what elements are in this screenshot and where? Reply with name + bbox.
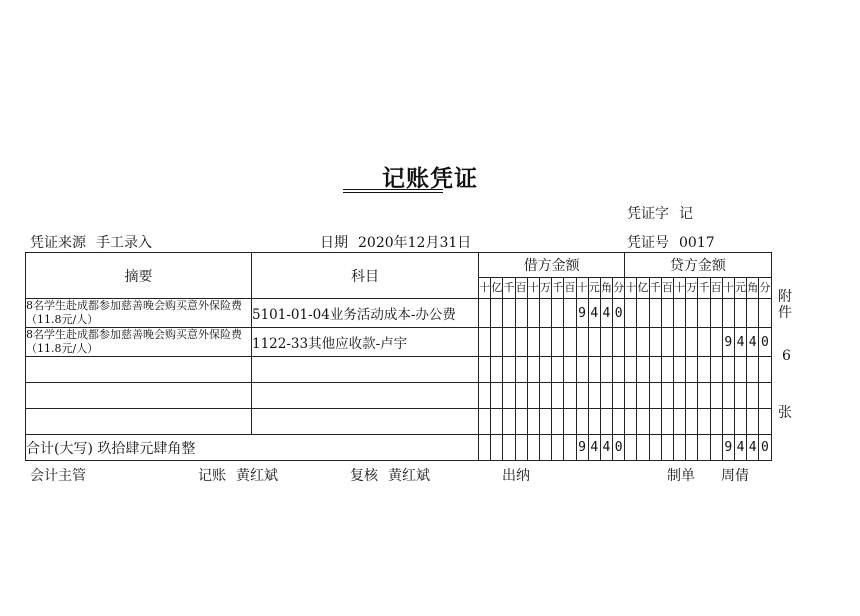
row-credit-digit bbox=[637, 299, 649, 328]
row-credit-digit bbox=[649, 357, 661, 383]
row-credit-digit bbox=[686, 357, 698, 383]
row-debit-digit bbox=[515, 328, 527, 357]
debit-unit-1: 亿 bbox=[491, 278, 503, 299]
row-debit-digit bbox=[600, 409, 612, 435]
attachment-label-2: 件 bbox=[778, 305, 792, 321]
row-debit-digit: 0 bbox=[613, 299, 625, 328]
date-value: 2020年12月31日 bbox=[358, 235, 472, 251]
row-credit-digit bbox=[637, 383, 649, 409]
row-credit-digit bbox=[722, 299, 734, 328]
credit-unit-5: 万 bbox=[686, 278, 698, 299]
total-credit-digit bbox=[686, 435, 698, 461]
row-debit-digit bbox=[576, 328, 588, 357]
title-underline-bottom bbox=[343, 192, 443, 193]
row-debit-digit bbox=[588, 328, 600, 357]
header-row bbox=[26, 253, 772, 278]
total-credit-digit bbox=[649, 435, 661, 461]
cashier-label: 出纳 bbox=[502, 468, 530, 484]
row-debit-digit bbox=[552, 299, 564, 328]
row-credit-digit bbox=[649, 299, 661, 328]
subject-header: 科目 bbox=[252, 253, 479, 299]
total-credit-digit bbox=[698, 435, 710, 461]
row-debit-digit bbox=[515, 357, 527, 383]
row-subject: 5101-01-04业务活动成本-办公费 bbox=[252, 299, 479, 328]
debit-unit-3: 百 bbox=[515, 278, 527, 299]
voucher-word-value: 记 bbox=[679, 206, 693, 222]
source-value: 手工录入 bbox=[96, 235, 152, 251]
row-credit-digit bbox=[661, 328, 673, 357]
total-debit-digit bbox=[491, 435, 503, 461]
row-debit-digit bbox=[564, 299, 576, 328]
voucher-title: 记账凭证 bbox=[382, 166, 478, 192]
attachment-unit: 张 bbox=[778, 405, 792, 421]
row-credit-digit: 9 bbox=[722, 328, 734, 357]
row-credit-digit bbox=[710, 357, 722, 383]
row-credit-digit bbox=[734, 299, 746, 328]
total-debit-digit bbox=[479, 435, 491, 461]
maker-value: 周倩 bbox=[721, 468, 749, 484]
row-credit-digit bbox=[674, 383, 686, 409]
row-credit-digit bbox=[625, 383, 637, 409]
voucher-number bbox=[627, 232, 715, 252]
row-credit-digit bbox=[698, 299, 710, 328]
debit-header: 借方金额 bbox=[479, 253, 625, 278]
table-row bbox=[26, 357, 772, 383]
row-debit-digit bbox=[576, 409, 588, 435]
row-debit-digit bbox=[491, 299, 503, 328]
row-summary: 8名学生赴成都参加慈善晚会购买意外保险费（11.8元/人） bbox=[26, 328, 252, 357]
credit-unit-11: 分 bbox=[759, 278, 771, 299]
summary-header: 摘要 bbox=[26, 253, 252, 299]
debit-unit-5: 万 bbox=[539, 278, 551, 299]
total-credit-digit: 4 bbox=[734, 435, 746, 461]
row-debit-digit bbox=[539, 409, 551, 435]
row-credit-digit bbox=[734, 409, 746, 435]
row-debit-digit bbox=[503, 409, 515, 435]
row-credit-digit bbox=[722, 357, 734, 383]
total-credit-digit bbox=[661, 435, 673, 461]
total-debit-digit: 4 bbox=[588, 435, 600, 461]
table-row bbox=[26, 328, 772, 357]
row-debit-digit bbox=[564, 357, 576, 383]
row-debit-digit bbox=[564, 409, 576, 435]
row-subject bbox=[252, 383, 479, 409]
row-debit-digit bbox=[613, 357, 625, 383]
total-credit-digit: 4 bbox=[747, 435, 759, 461]
row-credit-digit bbox=[686, 328, 698, 357]
row-credit-digit bbox=[674, 299, 686, 328]
row-credit-digit bbox=[625, 357, 637, 383]
debit-unit-10: 角 bbox=[600, 278, 612, 299]
row-debit-digit bbox=[564, 328, 576, 357]
row-credit-digit: 4 bbox=[747, 328, 759, 357]
debit-unit-7: 百 bbox=[564, 278, 576, 299]
row-credit-digit bbox=[759, 357, 771, 383]
row-credit-digit bbox=[698, 328, 710, 357]
maker-label: 制单 bbox=[667, 468, 695, 484]
total-row bbox=[26, 435, 772, 461]
row-credit-digit bbox=[674, 357, 686, 383]
row-credit-digit bbox=[649, 409, 661, 435]
total-debit-digit bbox=[539, 435, 551, 461]
row-credit-digit bbox=[734, 383, 746, 409]
row-debit-digit bbox=[552, 409, 564, 435]
row-credit-digit bbox=[710, 383, 722, 409]
row-debit-digit bbox=[479, 409, 491, 435]
row-debit-digit bbox=[503, 328, 515, 357]
row-debit-digit bbox=[564, 383, 576, 409]
row-credit-digit bbox=[759, 299, 771, 328]
row-debit-digit bbox=[491, 409, 503, 435]
row-credit-digit bbox=[747, 299, 759, 328]
voucher-table bbox=[25, 252, 772, 461]
row-subject bbox=[252, 357, 479, 383]
row-debit-digit bbox=[527, 357, 539, 383]
row-debit-digit bbox=[576, 383, 588, 409]
row-debit-digit bbox=[515, 409, 527, 435]
row-debit-digit bbox=[600, 357, 612, 383]
total-credit-digit bbox=[674, 435, 686, 461]
total-credit-digit bbox=[710, 435, 722, 461]
row-debit-digit bbox=[491, 357, 503, 383]
row-credit-digit bbox=[661, 357, 673, 383]
table-row bbox=[26, 409, 772, 435]
row-summary bbox=[26, 383, 252, 409]
row-credit-digit bbox=[674, 409, 686, 435]
table-row bbox=[26, 299, 772, 328]
row-credit-digit bbox=[625, 299, 637, 328]
debit-unit-6: 千 bbox=[552, 278, 564, 299]
row-subject: 1122-33其他应收款-卢宇 bbox=[252, 328, 479, 357]
debit-unit-0: 十 bbox=[479, 278, 491, 299]
row-debit-digit bbox=[479, 383, 491, 409]
total-debit-digit bbox=[503, 435, 515, 461]
credit-unit-6: 千 bbox=[698, 278, 710, 299]
row-debit-digit bbox=[527, 409, 539, 435]
row-debit-digit bbox=[527, 299, 539, 328]
row-subject bbox=[252, 409, 479, 435]
footer-maker bbox=[667, 465, 749, 485]
row-credit-digit bbox=[698, 357, 710, 383]
footer-cashier bbox=[502, 465, 540, 485]
row-debit-digit bbox=[539, 299, 551, 328]
row-summary bbox=[26, 357, 252, 383]
attachment-label-1: 附 bbox=[778, 289, 792, 305]
row-credit-digit bbox=[710, 328, 722, 357]
table-row bbox=[26, 383, 772, 409]
row-debit-digit bbox=[491, 383, 503, 409]
row-credit-digit bbox=[747, 409, 759, 435]
row-debit-digit bbox=[491, 328, 503, 357]
footer-bookkeeper bbox=[198, 465, 278, 485]
debit-unit-4: 十 bbox=[527, 278, 539, 299]
row-debit-digit bbox=[503, 383, 515, 409]
row-credit-digit bbox=[734, 357, 746, 383]
row-debit-digit bbox=[539, 357, 551, 383]
row-debit-digit bbox=[613, 409, 625, 435]
credit-unit-3: 百 bbox=[661, 278, 673, 299]
voucher-no-label: 凭证号 bbox=[627, 235, 669, 251]
row-credit-digit bbox=[686, 299, 698, 328]
row-credit-digit bbox=[722, 409, 734, 435]
debit-unit-8: 十 bbox=[576, 278, 588, 299]
voucher-word bbox=[627, 203, 693, 223]
row-debit-digit bbox=[576, 357, 588, 383]
row-debit-digit: 9 bbox=[576, 299, 588, 328]
row-credit-digit bbox=[625, 409, 637, 435]
debit-unit-2: 千 bbox=[503, 278, 515, 299]
total-debit-digit: 0 bbox=[613, 435, 625, 461]
row-credit-digit bbox=[710, 299, 722, 328]
row-debit-digit bbox=[552, 357, 564, 383]
row-debit-digit bbox=[503, 299, 515, 328]
footer-supervisor bbox=[30, 465, 96, 485]
credit-unit-4: 十 bbox=[674, 278, 686, 299]
total-debit-digit bbox=[564, 435, 576, 461]
row-debit-digit bbox=[600, 383, 612, 409]
row-credit-digit bbox=[637, 328, 649, 357]
total-debit-digit: 4 bbox=[600, 435, 612, 461]
row-debit-digit bbox=[539, 328, 551, 357]
total-debit-digit: 9 bbox=[576, 435, 588, 461]
row-credit-digit bbox=[747, 357, 759, 383]
row-debit-digit bbox=[479, 328, 491, 357]
row-credit-digit bbox=[661, 409, 673, 435]
row-debit-digit bbox=[515, 383, 527, 409]
row-debit-digit bbox=[527, 383, 539, 409]
total-debit-digit bbox=[552, 435, 564, 461]
credit-unit-0: 十 bbox=[625, 278, 637, 299]
row-debit-digit: 4 bbox=[588, 299, 600, 328]
row-debit-digit bbox=[552, 328, 564, 357]
reviewer-value: 黄红斌 bbox=[388, 468, 430, 484]
row-credit-digit bbox=[674, 328, 686, 357]
row-debit-digit bbox=[552, 383, 564, 409]
credit-header: 贷方金额 bbox=[625, 253, 771, 278]
row-credit-digit bbox=[661, 299, 673, 328]
row-credit-digit bbox=[637, 409, 649, 435]
total-credit-digit: 0 bbox=[759, 435, 771, 461]
row-credit-digit bbox=[698, 409, 710, 435]
voucher-date bbox=[320, 232, 471, 252]
row-credit-digit: 0 bbox=[759, 328, 771, 357]
debit-unit-11: 分 bbox=[613, 278, 625, 299]
credit-unit-7: 百 bbox=[710, 278, 722, 299]
row-debit-digit bbox=[600, 328, 612, 357]
credit-unit-9: 元 bbox=[734, 278, 746, 299]
title-underline-top bbox=[343, 189, 443, 190]
attachment-count: 6 bbox=[782, 348, 791, 364]
row-debit-digit bbox=[613, 383, 625, 409]
row-debit-digit bbox=[503, 357, 515, 383]
row-credit-digit bbox=[686, 383, 698, 409]
row-debit-digit bbox=[613, 328, 625, 357]
row-summary: 8名学生赴成都参加慈善晚会购买意外保险费（11.8元/人） bbox=[26, 299, 252, 328]
bookkeeper-value: 黄红斌 bbox=[236, 468, 278, 484]
credit-unit-2: 千 bbox=[649, 278, 661, 299]
row-credit-digit: 4 bbox=[734, 328, 746, 357]
total-credit-digit bbox=[637, 435, 649, 461]
row-credit-digit bbox=[722, 383, 734, 409]
row-credit-digit bbox=[710, 409, 722, 435]
credit-unit-8: 十 bbox=[722, 278, 734, 299]
credit-unit-10: 角 bbox=[747, 278, 759, 299]
total-credit-digit bbox=[625, 435, 637, 461]
footer-reviewer bbox=[350, 465, 430, 485]
voucher-word-label: 凭证字 bbox=[627, 206, 669, 222]
row-debit-digit bbox=[479, 299, 491, 328]
date-label: 日期 bbox=[320, 235, 348, 251]
row-credit-digit bbox=[649, 328, 661, 357]
row-credit-digit bbox=[686, 409, 698, 435]
row-debit-digit bbox=[588, 409, 600, 435]
row-credit-digit bbox=[759, 409, 771, 435]
total-debit-digit bbox=[527, 435, 539, 461]
row-debit-digit bbox=[588, 357, 600, 383]
bookkeeper-label: 记账 bbox=[198, 468, 226, 484]
row-credit-digit bbox=[759, 383, 771, 409]
total-credit-digit: 9 bbox=[722, 435, 734, 461]
row-credit-digit bbox=[637, 357, 649, 383]
credit-unit-1: 亿 bbox=[637, 278, 649, 299]
total-debit-digit bbox=[515, 435, 527, 461]
total-amount-words: 合计(大写) 玖拾肆元肆角整 bbox=[26, 435, 479, 461]
row-debit-digit bbox=[539, 383, 551, 409]
debit-unit-9: 元 bbox=[588, 278, 600, 299]
row-credit-digit bbox=[625, 328, 637, 357]
supervisor-label: 会计主管 bbox=[30, 468, 86, 484]
voucher-source bbox=[30, 232, 152, 252]
row-credit-digit bbox=[661, 383, 673, 409]
row-debit-digit bbox=[527, 328, 539, 357]
row-debit-digit bbox=[588, 383, 600, 409]
source-label: 凭证来源 bbox=[30, 235, 86, 251]
row-credit-digit bbox=[747, 383, 759, 409]
voucher-no-value: 0017 bbox=[679, 235, 715, 251]
row-summary bbox=[26, 409, 252, 435]
row-debit-digit bbox=[479, 357, 491, 383]
reviewer-label: 复核 bbox=[350, 468, 378, 484]
row-credit-digit bbox=[649, 383, 661, 409]
row-debit-digit: 4 bbox=[600, 299, 612, 328]
row-debit-digit bbox=[515, 299, 527, 328]
row-credit-digit bbox=[698, 383, 710, 409]
